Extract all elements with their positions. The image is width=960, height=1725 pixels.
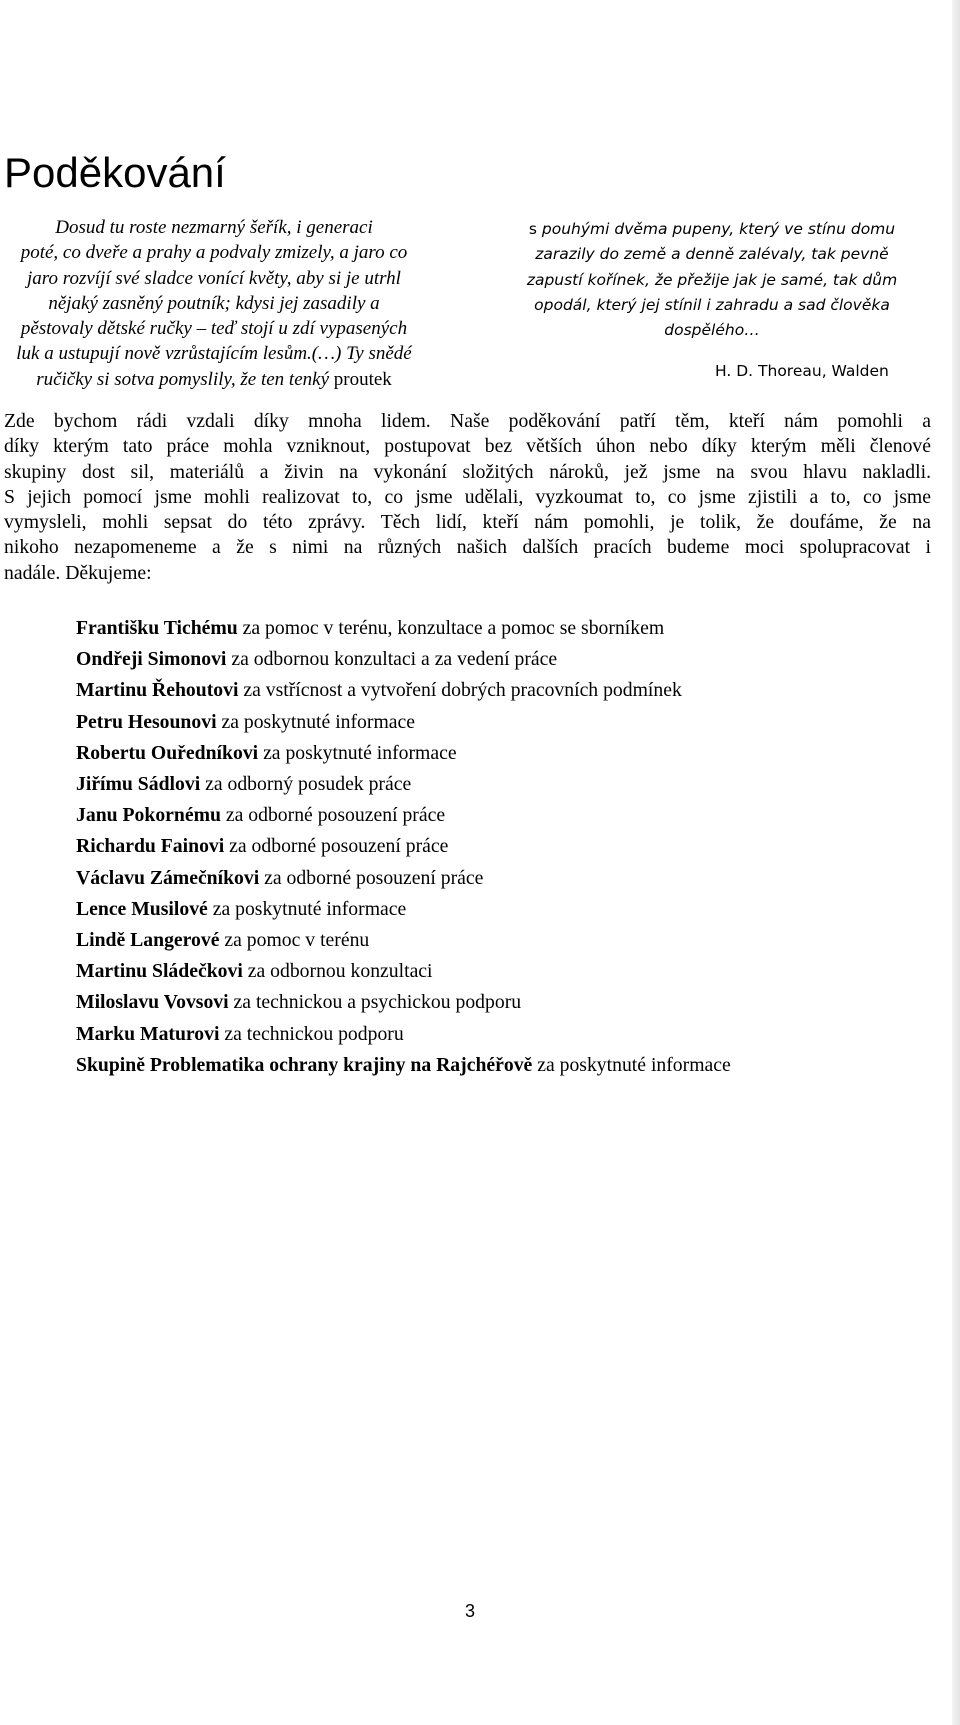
acknowledgement-item	[76, 1050, 731, 1081]
acknowledgement-text: za poskytnuté informace	[263, 741, 457, 764]
page-title: Poděkování	[4, 149, 226, 196]
epigraph-italic-part: ručičky si sotva pomyslily, že ten tenký	[36, 368, 330, 390]
person-name: Janu Pokornému	[76, 804, 221, 827]
person-name: Jiřímu Sádlovi	[76, 773, 201, 796]
epigraph-line: zarazily do země a denně zalévaly, tak pevně	[535, 245, 889, 264]
epigraph-upright-part: proutek	[333, 368, 392, 390]
intro-paragraph	[4, 409, 931, 586]
person-name: Skupině Problematika ochrany krajiny na Rajchéřově	[76, 1053, 533, 1076]
acknowledgement-text: za odbornou konzultaci a za vedení práce	[231, 648, 558, 671]
epigraph-italic-part: pouhými dvěma pupeny, který ve stínu domu	[541, 220, 896, 238]
acknowledgement-item	[76, 769, 731, 800]
acknowledgement-item	[76, 613, 731, 644]
acknowledgement-item	[76, 987, 731, 1018]
epigraph-upright-part: s	[528, 220, 537, 238]
epigraph-line	[0, 367, 428, 392]
acknowledgement-item	[76, 1019, 731, 1050]
acknowledgement-item	[76, 738, 731, 769]
epigraph-line: dospělého…	[664, 321, 760, 340]
acknowledgement-item	[76, 925, 731, 956]
person-name: Miloslavu Vovsovi	[76, 991, 229, 1014]
epigraph-line: pěstovaly dětské ručky – teď stojí u zdí vypasených	[20, 318, 408, 340]
paragraph-line: Zde bychom rádi vzdali díky mnoha lidem. Naše poděkování patří těm, kteří nám pomohli a	[4, 410, 931, 432]
epigraph-right	[512, 217, 912, 343]
acknowledgement-text: za poskytnuté informace	[212, 897, 407, 920]
page-edge-shadow	[952, 0, 960, 1725]
acknowledgement-item	[76, 707, 731, 738]
person-name: Václavu Zámečníkovi	[76, 866, 260, 889]
acknowledgement-text: za odborné posouzení práce	[264, 866, 484, 889]
person-name: Martinu Řehoutovi	[76, 679, 239, 702]
epigraph-line	[512, 217, 912, 242]
person-name: Martinu Sládečkovi	[76, 960, 243, 983]
acknowledgement-text: za odborný posudek práce	[205, 773, 412, 796]
epigraph-line: opodál, který jej stínil i zahradu a sad člověka	[534, 295, 890, 314]
epigraph-left	[0, 215, 428, 392]
paragraph-line: nadále. Děkujeme:	[4, 561, 152, 584]
acknowledgement-text: za technickou podporu	[224, 1022, 404, 1045]
paragraph-line: S jejich pomocí jsme mohli realizovat to, co jsme udělali, vyzkoumat to, co jsme zjistili a to, co jsme	[4, 485, 931, 508]
person-name: Robertu Ouředníkovi	[76, 741, 259, 764]
person-name: Marku Maturovi	[76, 1022, 220, 1045]
epigraph-line: zapustí kořínek, že přežije jak je samé, tak dům	[526, 270, 898, 289]
acknowledgement-item	[76, 831, 731, 862]
person-name: Lence Musilové	[76, 897, 208, 920]
paragraph-line: vymysleli, mohli sepsat do této zprávy. Těch lidí, kteří nám pomohli, je tolik, že doufáme, že na	[4, 511, 931, 534]
acknowledgement-item	[76, 863, 731, 894]
paragraph-line: díky kterým tato práce mohla vzniknout, postupovat bez větších úhon nebo díky kterým měli členové	[4, 435, 931, 458]
epigraph-line: nějaký zasněný poutník; kdysi jej zasadily a	[48, 292, 380, 314]
acknowledgement-list	[76, 613, 731, 1081]
epigraph-line: jaro rozvíjí své sladce vonící květy, aby si je utrhl	[27, 267, 401, 289]
acknowledgement-item	[76, 956, 731, 987]
acknowledgement-text: za odbornou konzultaci	[247, 960, 433, 983]
person-name: Petru Hesounovi	[76, 710, 217, 733]
acknowledgement-text: za poskytnuté informace	[537, 1053, 731, 1076]
acknowledgement-text: za pomoc v terénu, konzultace a pomoc se sborníkem	[242, 617, 665, 639]
person-name: Františku Tichému	[76, 617, 238, 639]
acknowledgement-text: za odborné posouzení práce	[225, 804, 446, 827]
paragraph-line: nikoho nezapomeneme a že s nimi na různých našich dalších pracích budeme moci spolupracovat i	[4, 536, 931, 559]
acknowledgement-text: za technickou a psychickou podporu	[233, 991, 522, 1014]
person-name: Ondřeji Simonovi	[76, 648, 227, 671]
acknowledgement-text: za vstřícnost a vytvoření dobrých pracovních podmínek	[243, 679, 682, 702]
epigraph-line: Dosud tu roste nezmarný šeřík, i generaci	[55, 217, 373, 238]
epigraph-attribution: H. D. Thoreau, Walden	[715, 362, 889, 380]
page-number: 3	[464, 1601, 475, 1621]
acknowledgement-item	[76, 894, 731, 925]
acknowledgement-text: za odborné posouzení práce	[229, 835, 449, 858]
acknowledgement-item	[76, 800, 731, 831]
acknowledgement-item	[76, 644, 731, 675]
epigraph-line: poté, co dveře a prahy a podvaly zmizely, a jaro co	[20, 242, 408, 264]
acknowledgement-text: za poskytnuté informace	[221, 710, 415, 733]
person-name: Richardu Fainovi	[76, 835, 225, 858]
person-name: Lindě Langerové	[76, 929, 220, 952]
paragraph-line: skupiny dost sil, materiálů a živin na vykonání složitých nároků, jež jsme na svou hlavu nakladli.	[4, 460, 931, 483]
epigraph-line: luk a ustupují nově vzrůstajícím lesům.(…) Ty snědé	[16, 343, 412, 365]
acknowledgement-text: za pomoc v terénu	[224, 929, 370, 952]
acknowledgement-item	[76, 675, 731, 706]
